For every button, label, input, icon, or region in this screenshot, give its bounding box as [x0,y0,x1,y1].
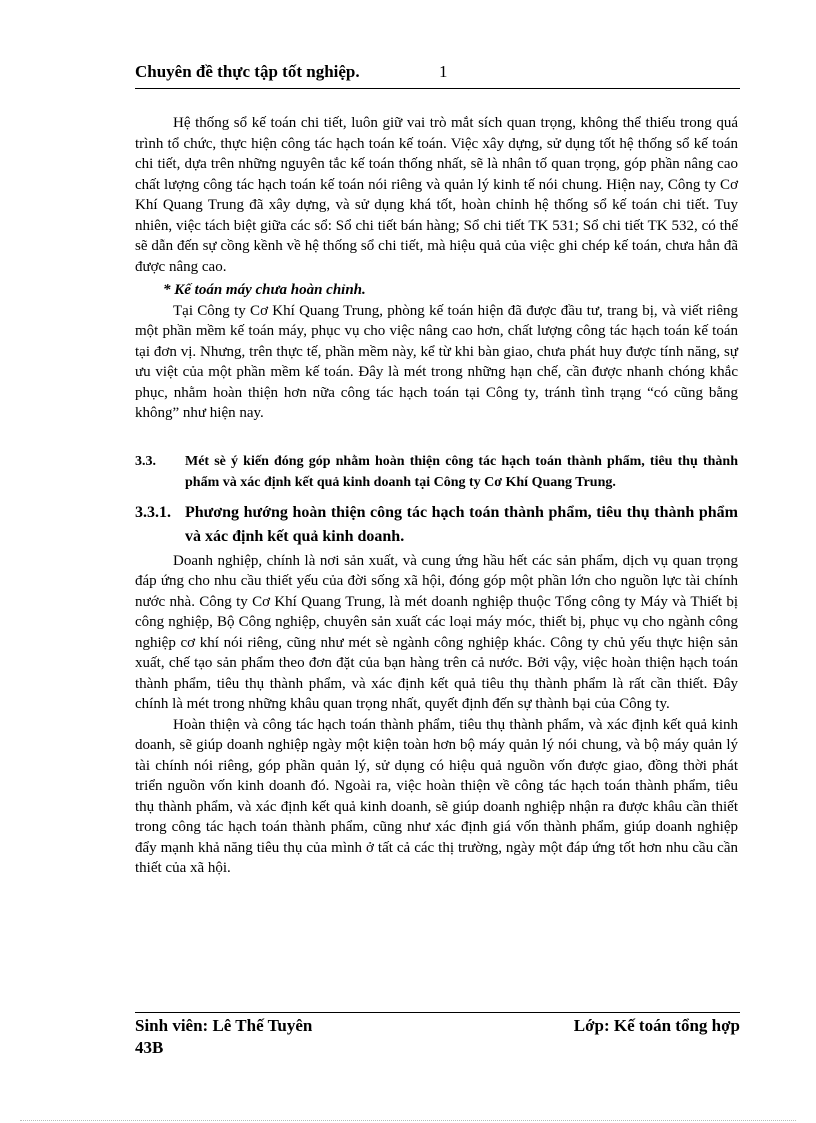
section-number: 3.3. [135,453,156,469]
class-name: Lớp: Kế toán tổng hợp [573,1016,740,1035]
document-body [135,113,738,879]
page-number: 1 [439,62,448,81]
section-heading [135,451,738,493]
page-bottom-edge [20,1120,796,1121]
paragraph-accounting-software: Tại Công ty Cơ Khí Quang Trung, phòng kế toán hiện đã được đầu tư, trang bị, và viết riêng một phần mềm kế toán máy, phục vụ cho việc nâng cao hơn, chất lượng công tác hạch toán kế toán tại đơn vị. Nhưng, trên thực tế, phần mềm này, kể từ khi bàn giao, chưa phát huy được tính năng, sự ưu việt của một phần mềm kế toán. Đây là mét trong những hạn chế, cần được nhanh chóng khắc phục, nhằm hoàn thiện hơn nữa công tác hạch toán tại Công ty, tránh tình trạng “có cũng bằng không” như hiện nay. [135,302,738,421]
section-title: Mét sè ý kiến đóng góp nhằm hoàn thiện công tác hạch toán thành phẩm, tiêu thụ thành phẩm và xác định kết quả kinh doanh tại Công ty Cơ Khí Quang Trung. [185,453,738,490]
paragraph-ledger-system: Hệ thống sổ kế toán chi tiết, luôn giữ vai trò mắt sích quan trọng, không thể thiếu trong quá trình tổ chức, thực hiện công tác hạch toán kế toán. Việc xây dựng, sử dụng tốt hệ thống sổ kế toán chi tiết, dựa trên những nguyên tắc kế toán thống nhất, sẽ là nhân tố quan trọng, góp phần nâng cao chất lượng công tác hạch toán kế toán nói riêng và quản lý kinh tế nói chung. Hiện nay, Công ty Cơ Khí Quang Trung đã xây dựng, và sử dụng khá tốt, hoàn chỉnh hệ thống sổ kế toán chi tiết. Tuy nhiên, việc tách biệt giữa các sổ: Sổ chi tiết bán hàng; Sổ chi tiết TK 531; Sổ chi tiết TK 532, có thể sẽ dẫn đến sự cồng kềnh về hệ thống sổ chi tiết, mà hiệu quả của việc ghi chép kế toán, chưa hẳn đã được nâng cao. [135,115,738,275]
subsection-heading [135,501,738,549]
footer-divider [135,1012,740,1013]
paragraph-improvement: Hoàn thiện và công tác hạch toán thành phẩm, tiêu thụ thành phẩm, và xác định kết quả kinh doanh, sẽ giúp doanh nghiệp ngày một kiện toàn hơn bộ máy quản lý nói chung, và bộ máy quản lý tài chính nói riêng, góp phần quản lý, sử dụng có hiệu quả nguồn vốn được giao, đồng thời phát triển nguồn vốn kinh doanh đó. Ngoài ra, việc hoàn thiện về công tác hạch toán thành phẩm, tiêu thụ thành phẩm, và xác định kết quả kinh doanh, sẽ giúp doanh nghiệp nhận ra được khâu cần thiết trong công tác hạch toán thành phẩm, cũng như xác định giá vốn thành phẩm, giúp doanh nghiệp đẩy mạnh khả năng tiêu thụ của mình ở tất cả các thị trường, ngày một đáp ứng tốt hơn nhu cầu cần thiết của xã hội. [135,716,738,876]
italic-subheading: * Kế toán máy chưa hoàn chỉnh. [163,282,366,298]
page-header [135,60,740,89]
student-name: Sinh viên: Lê Thế Tuyên [135,1016,313,1035]
document-title: Chuyên đề thực tập tốt nghiệp. [135,62,360,81]
subsection-title: Phương hướng hoàn thiện công tác hạch toán thành phẩm, tiêu thụ thành phẩm và xác định kết quả kinh doanh. [185,503,738,545]
paragraph-enterprise: Doanh nghiệp, chính là nơi sản xuất, và cung ứng hầu hết các sản phẩm, dịch vụ quan trọng đáp ứng cho nhu cầu thiết yếu của đời sống xã hội, đóng góp một phần lớn cho nguồn lực tài chính nước nhà. Công ty Cơ Khí Quang Trung, là mét doanh nghiệp thuộc Tổng công ty Máy và Thiết bị công nghiệp, Bộ Công nghiệp, chuyên sản xuất các loại máy móc, thiết bị, phục vụ cho ngành công nghiệp cơ khí nói riêng, cũng như mét sè ngành công nghiệp khác. Công ty chủ yếu thực hiện sản xuất, chế tạo sản phẩm theo đơn đặt của bạn hàng trên cả nước. Bởi vậy, việc hoàn thiện hạch toán thành phẩm, tiêu thụ thành phẩm, và xác định kết quả tiêu thụ thành phẩm là rất cần thiết. Đây chính là mét trong những khâu quan trọng nhất, quyết định đến sự thành bại của Công ty. [135,552,738,712]
subsection-number: 3.3.1. [135,503,171,521]
cohort: 43B [135,1038,164,1057]
